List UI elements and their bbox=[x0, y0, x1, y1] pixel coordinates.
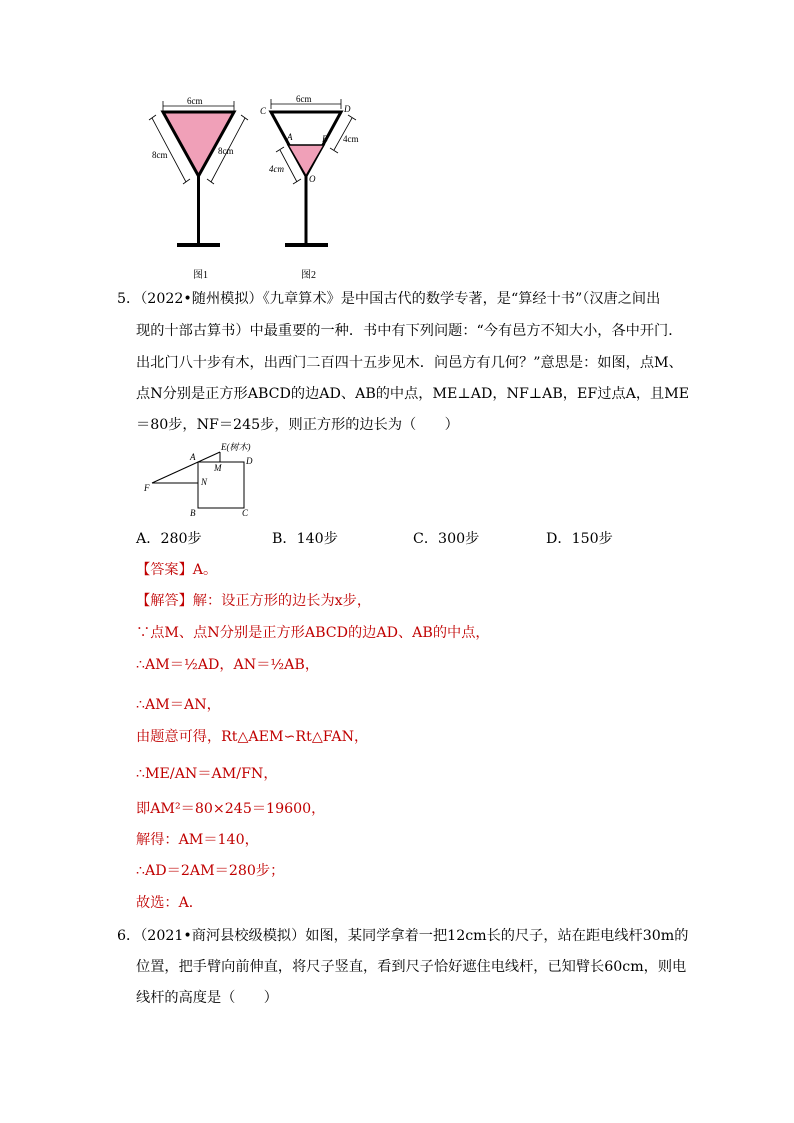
solution-line-3: ∴AM＝½AD，AN＝½AB， bbox=[136, 657, 320, 673]
q5-option-a[interactable] bbox=[136, 528, 202, 548]
fig1-right-side: 8cm bbox=[218, 146, 234, 156]
q5-option-b-letter: B． bbox=[272, 531, 297, 547]
goblet-figures bbox=[140, 92, 360, 284]
fig2-side-right: 4cm bbox=[343, 134, 359, 144]
solution-line-6: ∴ME/AN＝AM/FN， bbox=[136, 766, 278, 782]
fig2-top-width: 6cm bbox=[296, 94, 312, 104]
q5-text-1: 《九章算术》是中国古代的数学专著，是“算经十书”（汉唐之间出 bbox=[262, 291, 661, 307]
q5-option-a-text: 280步 bbox=[160, 531, 202, 547]
fig1-left-side: 8cm bbox=[152, 150, 168, 160]
solution-line-8: 解得：AM＝140， bbox=[136, 832, 259, 848]
fig2-label-b: B bbox=[322, 134, 328, 144]
q6-source: （2021•商河县校级模拟） bbox=[140, 928, 306, 944]
q5-line-3: 出北门八十步有木，出西门二百四十五步见木．问邑方有几何？”意思是：如图，点M、 bbox=[136, 355, 683, 371]
solution-line-9: ∴AD＝2AM＝280步； bbox=[136, 863, 285, 879]
q5-option-c-letter: C． bbox=[413, 531, 439, 547]
fig1-caption: 图1 bbox=[193, 270, 208, 281]
q5-option-c-text: 300步 bbox=[438, 531, 480, 547]
q5-line-4: 点N分别是正方形ABCD的边AD、AB的中点，ME⊥AD，NF⊥AB，EF过点A，且ME bbox=[136, 386, 690, 402]
fig2-label-a: A bbox=[287, 132, 293, 142]
q5-option-b[interactable] bbox=[272, 528, 338, 548]
q5-option-a-letter: A． bbox=[136, 531, 161, 547]
solution-line-4: ∴AM＝AN， bbox=[136, 697, 221, 713]
q5-fig-label-b: B bbox=[190, 508, 196, 518]
q6-text-1: 如图，某同学拿着一把12cm长的尺子，站在距电线杆30m的 bbox=[305, 928, 689, 944]
fig2-caption: 图2 bbox=[301, 270, 316, 281]
solution-line-10: 故选：A． bbox=[136, 895, 203, 911]
q5-answer bbox=[136, 560, 217, 580]
fig2-label-o: O bbox=[309, 174, 316, 184]
q5-fig-label-m: M bbox=[214, 463, 222, 473]
q5-fig-label-f: F bbox=[144, 483, 150, 493]
fig1-top-width: 6cm bbox=[187, 96, 203, 106]
solution-line-1 bbox=[136, 591, 371, 611]
q5-option-d[interactable] bbox=[546, 528, 613, 548]
q5-fig-label-a: A bbox=[190, 452, 196, 462]
fig2-label-d: D bbox=[344, 104, 351, 114]
q5-line-2: 现的十部古算书）中最重要的一种．书中有下列问题：“今有邑方不知大小，各中开门． bbox=[136, 323, 683, 339]
q5-line-1 bbox=[117, 289, 660, 309]
solution-line-7: 即AM²＝80×245＝19600， bbox=[136, 801, 326, 817]
q6-line-2: 位置，把手臂向前伸直，将尺子竖直，看到尺子恰好遮住电线杆，已知臂长60cm，则电 bbox=[136, 959, 687, 975]
figure-2-goblet bbox=[260, 94, 359, 281]
q6-line-1 bbox=[117, 926, 688, 946]
figure-1-goblet bbox=[149, 96, 248, 281]
q5-fig-label-n: N bbox=[201, 477, 208, 487]
q5-option-c[interactable] bbox=[413, 528, 479, 548]
solution-tag: 【解答】 bbox=[136, 593, 193, 609]
answer-tag: 【答案】 bbox=[136, 562, 193, 578]
answer-value: A。 bbox=[192, 562, 218, 578]
q6-line-3: 线杆的高度是（ ） bbox=[136, 990, 278, 1006]
q5-square-figure bbox=[140, 440, 270, 520]
q5-option-b-text: 140步 bbox=[296, 531, 338, 547]
solution-line-2: ∵点M、点N分别是正方形ABCD的边AD、AB的中点， bbox=[136, 625, 490, 641]
q6-number: 6． bbox=[117, 928, 141, 944]
fig2-side-left: 4cm bbox=[269, 164, 284, 174]
fig2-label-c: C bbox=[260, 106, 267, 116]
q5-fig-label-e: E(树木) bbox=[221, 442, 251, 452]
q5-option-d-letter: D． bbox=[546, 531, 572, 547]
q5-fig-label-d: D bbox=[246, 456, 253, 466]
solution-line-5: 由题意可得，Rt△AEM∽Rt△FAN， bbox=[136, 729, 369, 745]
solution-text-1: 解：设正方形的边长为x步， bbox=[192, 593, 372, 609]
q5-option-d-text: 150步 bbox=[571, 531, 613, 547]
q5-line-5: ＝80步，NF＝245步，则正方形的边长为（ ） bbox=[136, 417, 459, 433]
q5-source: （2022•随州模拟） bbox=[140, 291, 263, 307]
q5-fig-label-c: C bbox=[242, 508, 249, 518]
q5-number: 5． bbox=[117, 291, 141, 307]
